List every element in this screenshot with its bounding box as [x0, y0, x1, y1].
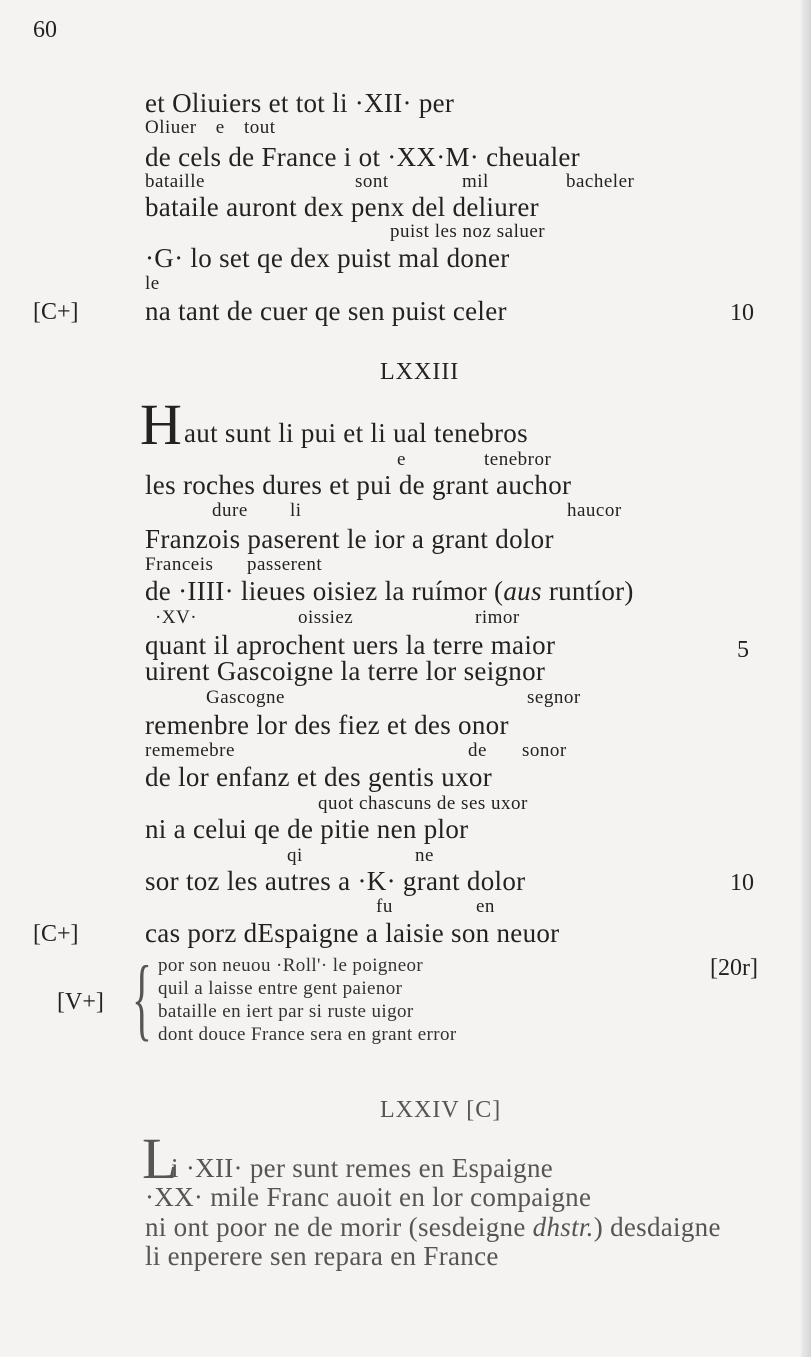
- brace-bracket: {: [132, 947, 152, 1049]
- verse-line-with-italic: [145, 1214, 721, 1241]
- variant-word: qi: [287, 845, 303, 866]
- verse-text: ni ont poor ne de morir (sesdeigne: [145, 1212, 533, 1242]
- addition-line: bataille en iert par si ruste uigor: [158, 1001, 414, 1022]
- line-number: 5: [737, 637, 749, 663]
- variant-word: dure: [212, 500, 248, 521]
- verse-line: ·XX· mile Franc auoit en lor compaigne: [145, 1182, 592, 1212]
- variant-word: fu: [376, 896, 393, 917]
- drop-cap: L: [142, 1126, 178, 1191]
- variant-word: haucor: [567, 500, 622, 521]
- verse-line: bataile auront dex penx del deliurer: [145, 192, 539, 222]
- verse-line: na tant de cuer qe sen puist celer: [145, 296, 507, 326]
- variant-word: passerent: [247, 554, 323, 575]
- folio-marker: [20r]: [710, 955, 758, 981]
- verse-line-with-italic: [145, 578, 634, 605]
- verse-line: ni a celui qe de pitie nen plor: [145, 814, 469, 844]
- addition-line: quil a laisse entre gent paienor: [158, 978, 403, 999]
- variant-word: sonor: [522, 740, 567, 761]
- page-edge-shadow: [801, 0, 811, 1357]
- italic-note: dhstr.: [532, 1212, 594, 1242]
- variant-word: bataille: [145, 171, 205, 192]
- variant-word: sont: [355, 171, 389, 192]
- variant-word: ne: [415, 845, 434, 866]
- drop-cap: H: [140, 392, 182, 457]
- variant-word: Franceis: [145, 554, 214, 575]
- verse-line: et Oliuiers et tot li ·XII· per: [145, 88, 455, 118]
- verse-line: uirent Gascoigne la terre lor seignor: [145, 656, 546, 686]
- manuscript-sigla: [C+]: [33, 921, 79, 947]
- variant-word: Gascogne: [206, 687, 285, 708]
- variant-word: rememebre: [145, 740, 235, 761]
- variant-word: de: [468, 740, 487, 761]
- verse-line: sor toz les autres a ·K· grant dolor: [145, 866, 526, 896]
- variant-word: li: [290, 500, 302, 521]
- variant-word: ·XV·: [155, 607, 198, 628]
- verse-line: quant il aprochent uers la terre maior: [145, 630, 556, 660]
- verse-line: ·G· lo set qe dex puist mal doner: [145, 243, 510, 273]
- verse-line: de cels de France i ot ·XX·M· cheualer: [145, 142, 580, 172]
- manuscript-sigla: [V+]: [57, 989, 104, 1015]
- variant-line: puist les noz saluer: [390, 221, 546, 242]
- manuscript-sigla: [C+]: [33, 299, 79, 325]
- stanza-heading: LXXIII: [380, 359, 460, 385]
- verse-line: cas porz dEspaigne a laisie son neuor: [145, 918, 560, 948]
- verse-text: de ·IIII· lieues oisiez la ruímor (: [145, 576, 504, 606]
- addition-line: dont douce France sera en grant error: [158, 1024, 457, 1045]
- verse-line: aut sunt li pui et li ual tenebros: [184, 418, 528, 448]
- variant-word: bacheler: [566, 171, 635, 192]
- variant-word: en: [476, 896, 495, 917]
- verse-text: runtíor): [541, 576, 634, 606]
- verse-text: ) desdaigne: [593, 1212, 721, 1242]
- variant-line: Oliuer e tout: [145, 117, 276, 138]
- italic-note: aus: [503, 576, 542, 606]
- variant-word: le: [145, 273, 160, 294]
- variant-word: oissiez: [298, 607, 354, 628]
- variant-word: mil: [462, 171, 489, 192]
- verse-line: remenbre lor des fiez et des onor: [145, 710, 509, 740]
- addition-line: por son neuou ·Roll'· le poigneor: [158, 955, 424, 976]
- stanza-heading: LXXIV [C]: [380, 1097, 502, 1123]
- verse-line: les roches dures et pui de grant auchor: [145, 470, 572, 500]
- line-number: 10: [730, 300, 754, 326]
- verse-line: de lor enfanz et des gentis uxor: [145, 762, 492, 792]
- variant-word: segnor: [527, 687, 581, 708]
- variant-line: quot chascuns de ses uxor: [318, 793, 528, 814]
- variant-word: e: [397, 449, 406, 470]
- verse-line: i ·XII· per sunt remes en Espaigne: [171, 1153, 554, 1183]
- line-number: 10: [730, 870, 754, 896]
- variant-word: rimor: [475, 607, 520, 628]
- verse-line: Franzois paserent le ior a grant dolor: [145, 524, 554, 554]
- page-number: 60: [33, 17, 57, 43]
- variant-word: tenebror: [484, 449, 552, 470]
- verse-line: li enperere sen repara en France: [145, 1241, 499, 1271]
